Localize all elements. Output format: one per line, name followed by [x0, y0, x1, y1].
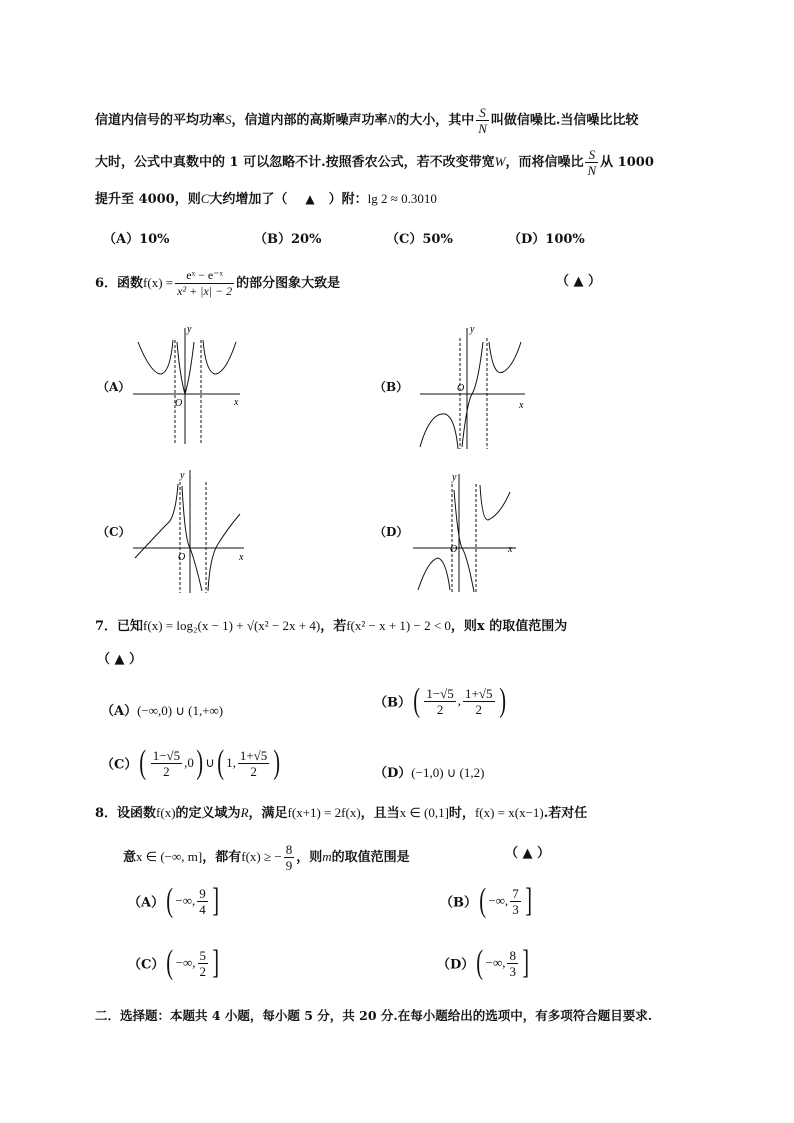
- q5-text: 从 1000: [600, 155, 654, 170]
- q6-number: 6．函数: [95, 276, 144, 291]
- q8-number: 8．设函数: [95, 806, 157, 821]
- graph-a: [130, 322, 245, 447]
- q6-answer: （ ▲ ）: [556, 274, 602, 289]
- var-W: W: [494, 154, 506, 169]
- q5-line3: [95, 189, 437, 210]
- graph-b: [415, 322, 530, 452]
- q6-den: x² + |x| − 2: [177, 284, 233, 298]
- q7-option-b: （B）( $\frac{1-√5}{2}$ , $\frac{1+√5}{2}$ ): [374, 682, 506, 719]
- x-label: x: [508, 544, 513, 555]
- q5-text: ）附：: [328, 192, 368, 207]
- q5-line1: [95, 105, 638, 136]
- q8-option-a: [128, 884, 221, 918]
- q7-option-a: [101, 700, 223, 719]
- q7-text: ，若: [320, 619, 347, 634]
- curve: [418, 558, 450, 590]
- q5-text: 提升至 4000，则: [95, 192, 201, 207]
- q8-line1: [95, 803, 587, 824]
- frac-num: 1+√5: [239, 747, 268, 763]
- paren: (: [476, 944, 484, 981]
- q8-line2: [123, 842, 410, 873]
- frac-den: 9: [285, 858, 293, 873]
- q8-range: x ∈ (−∞, m]: [136, 849, 203, 864]
- q6-stem: [95, 268, 340, 299]
- paren: ): [196, 744, 203, 781]
- y-label: y: [470, 324, 475, 335]
- frac-num: 8: [509, 947, 516, 963]
- x-label: x: [234, 397, 239, 408]
- x-label: x: [519, 400, 524, 411]
- q7-stem: [95, 616, 567, 637]
- frac-den: 2: [475, 701, 483, 717]
- q5-text: ，而将信噪比: [505, 155, 584, 170]
- option-label: （A）: [101, 704, 138, 719]
- q6-num: eˣ − e⁻ˣ: [175, 268, 234, 284]
- paren: ): [273, 744, 281, 781]
- bracket: ]: [212, 882, 219, 919]
- q6-fx: f(x) =: [143, 275, 174, 290]
- frac-den: N: [478, 121, 487, 136]
- option-part: −∞,: [485, 955, 506, 970]
- q8-text: 的取值范围是: [331, 850, 410, 865]
- frac-den: 3: [512, 901, 519, 917]
- q7-option-d: [374, 762, 484, 781]
- q8-equation: f(x+1) = 2f(x): [287, 805, 361, 820]
- y-label: y: [180, 470, 185, 481]
- var-C: C: [200, 191, 210, 206]
- q6-label-a: （A）: [97, 380, 131, 394]
- option-label: （A）: [128, 895, 165, 911]
- paren: (: [217, 744, 224, 781]
- option-label: （C）: [128, 957, 165, 973]
- frac-num: S: [476, 105, 489, 121]
- q5-option-d: （D）100%: [508, 232, 585, 247]
- q6-fraction: [175, 268, 234, 299]
- option-part: −∞,: [488, 893, 509, 908]
- q7-option-c: [101, 746, 283, 780]
- origin-label: O: [178, 552, 186, 563]
- snr-fraction: [476, 105, 489, 136]
- curve: [203, 340, 236, 374]
- option-value: (−∞,0) ∪ (1,+∞): [137, 703, 224, 718]
- fraction: [197, 886, 208, 917]
- option-label: （B）: [440, 895, 477, 911]
- option-label: （C）: [101, 757, 138, 773]
- curve: [208, 514, 240, 591]
- option-part: −∞,: [175, 893, 196, 908]
- var-R: R: [240, 805, 249, 820]
- origin-label: O: [175, 398, 183, 409]
- frac-num: 1−√5: [152, 747, 181, 763]
- curve: [454, 490, 474, 592]
- union-symbol: ∪: [205, 755, 215, 770]
- option-value: (−1,0) ∪ (1,2): [411, 765, 485, 780]
- fraction: [238, 748, 269, 779]
- q7-text: ，则x 的取值范围为: [450, 619, 568, 634]
- y-label: y: [452, 472, 457, 483]
- q5-text: 的大小，其中: [396, 113, 475, 128]
- section-2-heading: 二．选择题：本题共 4 小题，每小题 5 分，共 20 分.在每小题给出的选项中，有多项符合题目要求.: [95, 1008, 653, 1023]
- q8-text: ，则: [296, 850, 323, 865]
- fraction: [463, 686, 494, 717]
- q8-definition: f(x) = x(x−1): [474, 805, 544, 820]
- curve: [480, 485, 510, 520]
- q8-text: .若对任: [543, 806, 588, 821]
- graph-c: [130, 466, 248, 596]
- fraction: [151, 748, 182, 779]
- curve: [135, 484, 178, 558]
- frac-den: 2: [436, 701, 444, 717]
- q8-text: ，都有: [202, 850, 242, 865]
- q6-label-d: （D）: [374, 525, 409, 539]
- q8-text: 时，: [448, 806, 475, 821]
- frac-num: 7: [512, 885, 519, 901]
- q8-fx: f(x): [156, 805, 176, 820]
- x-label: x: [239, 552, 244, 563]
- origin-label: O: [457, 383, 465, 394]
- paren: (: [166, 944, 174, 981]
- fraction: [424, 686, 455, 717]
- q5-option-c: （C）50%: [386, 232, 453, 247]
- q7-answer: （ ▲ ）: [97, 652, 143, 667]
- q8-option-d: [437, 946, 531, 980]
- q8-text: ，且当: [360, 806, 400, 821]
- frac-den: 2: [199, 963, 207, 979]
- origin-label: O: [450, 544, 458, 555]
- option-label: （B）: [374, 695, 411, 711]
- q8-inequality: f(x) ≥ −: [241, 849, 282, 864]
- paren: (: [166, 882, 174, 919]
- fraction: [198, 948, 209, 979]
- graph-d: [410, 470, 520, 595]
- paren: ): [498, 682, 506, 719]
- curve: [182, 486, 202, 591]
- frac-den: 2: [163, 763, 170, 779]
- q8-text: 意: [123, 850, 137, 865]
- curve: [138, 340, 173, 374]
- curve: [420, 414, 458, 449]
- frac-num: S: [585, 147, 598, 163]
- bracket: ]: [522, 944, 530, 981]
- frac-den: 3: [509, 963, 516, 979]
- q5-text: 信道内信号的平均功率: [95, 113, 226, 128]
- var-S: S: [225, 112, 232, 127]
- curve: [489, 342, 521, 373]
- snr-fraction: [585, 147, 598, 178]
- q5-text: 大时，公式中真数中的 1 可以忽略不计.按照香农公式，若不改变带宽: [95, 155, 495, 170]
- q5-line2: [95, 147, 654, 178]
- q8-domain: x ∈ (0,1]: [399, 805, 449, 820]
- fraction: [284, 842, 295, 873]
- q8-option-c: [128, 946, 221, 980]
- paren: (: [413, 682, 421, 719]
- q5-option-a: （A）10%: [103, 232, 170, 247]
- q8-option-b: [440, 884, 534, 918]
- frac-num: 5: [199, 947, 207, 963]
- q7-condition: f(x² − x + 1) − 2 < 0: [346, 618, 451, 633]
- frac-num: 9: [199, 885, 206, 901]
- q5-text: ，信道内部的高斯噪声功率: [231, 113, 388, 128]
- lg2-value: lg 2 ≈ 0.3010: [367, 191, 437, 206]
- q6-label-b: （B）: [374, 380, 409, 394]
- q7-number: 7．已知: [95, 619, 144, 634]
- option-part: −∞,: [175, 955, 196, 970]
- q8-text: ，满足: [248, 806, 288, 821]
- paren: (: [479, 882, 487, 919]
- y-label: y: [187, 324, 192, 335]
- q8-text: 的定义域为: [175, 806, 241, 821]
- fraction: [507, 948, 518, 979]
- option-label: （D）: [374, 766, 412, 781]
- q7-function: f(x) = log₂(x − 1) + √(x² − 2x + 4): [143, 618, 321, 633]
- fraction: [510, 886, 521, 917]
- var-N: N: [387, 112, 397, 127]
- bracket: ]: [212, 944, 220, 981]
- frac-num: 1+√5: [465, 685, 493, 701]
- option-part: 1,: [226, 755, 236, 770]
- bracket: ]: [524, 882, 532, 919]
- option-part: ,0: [184, 755, 194, 770]
- q8-answer: （ ▲ ）: [505, 846, 551, 861]
- q6-label-c: （C）: [97, 525, 131, 539]
- frac-den: N: [587, 163, 597, 178]
- q5-option-b: （B）20%: [254, 232, 322, 247]
- frac-num: 8: [285, 842, 293, 857]
- q5-text: 大约增加了（: [209, 192, 288, 207]
- frac-den: 2: [250, 763, 257, 779]
- frac-den: 4: [199, 901, 206, 917]
- var-m: m: [322, 849, 332, 864]
- answer-triangle: ▲: [305, 192, 315, 206]
- option-label: （D）: [437, 957, 475, 973]
- paren: (: [139, 744, 147, 781]
- q5-text: 叫做信噪比.当信噪比比较: [490, 113, 639, 128]
- q6-text: 的部分图象大致是: [236, 276, 341, 291]
- frac-num: 1−√5: [426, 685, 454, 701]
